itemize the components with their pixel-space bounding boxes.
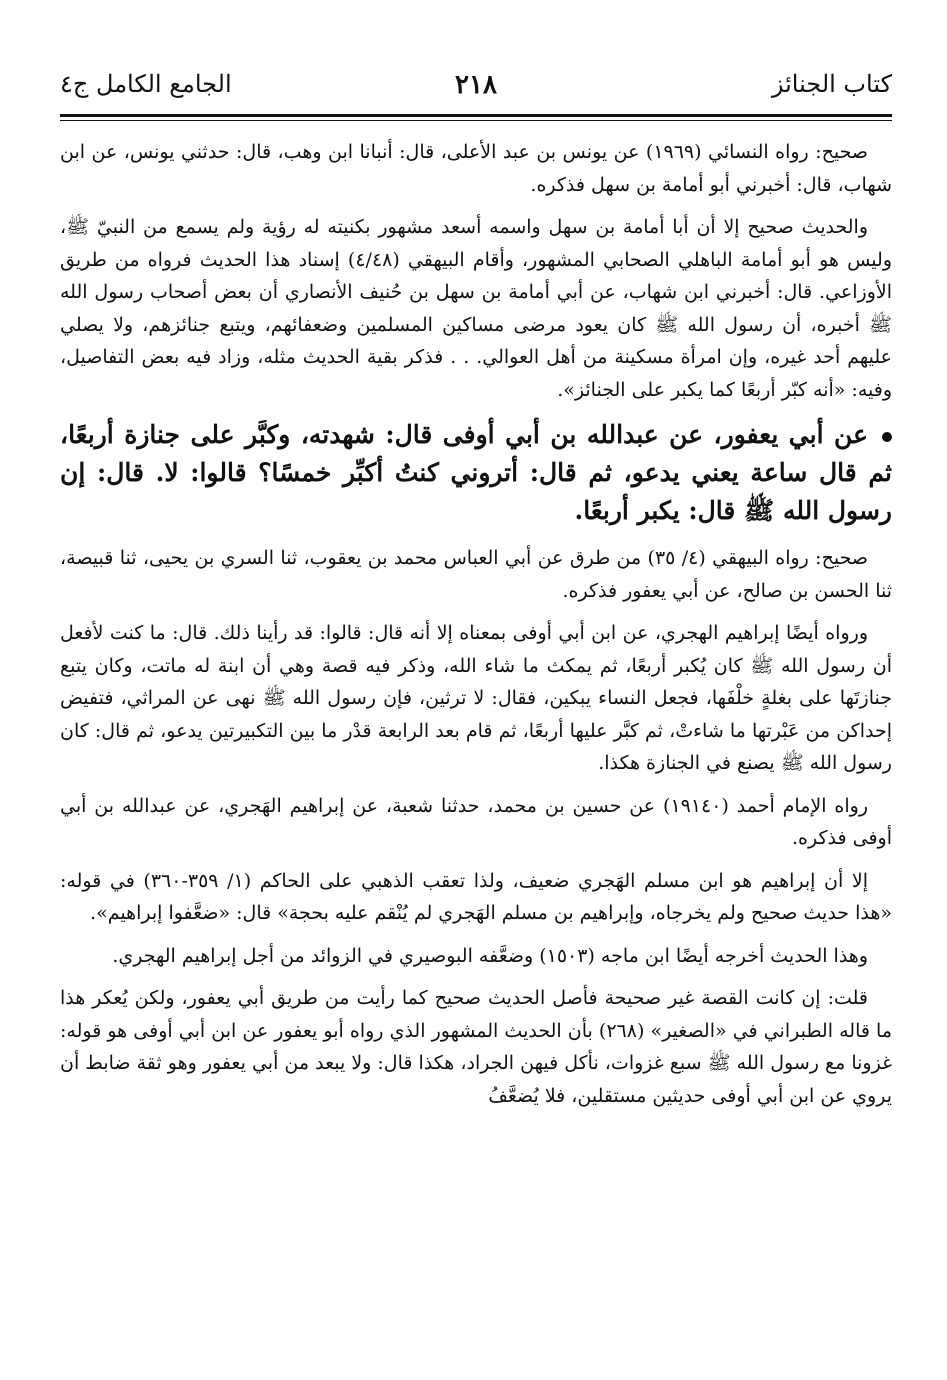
header-rule-thick — [60, 114, 892, 117]
page-body — [60, 136, 892, 1122]
book-title: الجامع الكامل ج٤ — [60, 70, 232, 98]
paragraph-4: ورواه أيضًا إبراهيم الهجري، عن ابن أبي أوفى بمعناه إلا أنه قال: قالوا: قد رأينا ذلك. قال: ما كنت لأفعل أن رسول الله ﷺ كان يُكبر أربعًا، ثم يمكث ما شاء الله، وذكر فيه قصة وهي أن ابنة له ماتت، وكان يتبع جنازتَها على بغلةٍ خلْفَها، فجعل النساء يبكين، فقال: لا ترثين، فإن رسول الله ﷺ نهى عن المراثي، فتفيض إحداكن من عَبْرتها ما شاءتْ، ثم كبَّر عليها أربعًا، ثم قام بعد الرابعة قدْر ما بين التكبيرتين يدعو، ثم قال: كان رسول الله ﷺ يصنع في الجنازة هكذا. — [60, 622, 893, 774]
book-page — [60, 0, 892, 1380]
paragraph-7: وهذا الحديث أخرجه أيضًا ابن ماجه (١٥٠٣) وضعَّفه البوصيري في الزوائد من أجل إبراهيم الهجري. — [112, 944, 868, 967]
hadith-text: عن أبي يعفور، عن عبدالله بن أبي أوفى قال: شهدته، وكبَّر على جنازة أربعًا، ثم قال ساعة يعني يدعو، ثم قال: أتروني كنتُ أكبِّر خمسًا؟ قالوا: لا. قال: إن رسول الله ﷺ قال: يكبر أربعًا. — [60, 420, 892, 525]
paragraph-6: إلا أن إبراهيم هو ابن مسلم الهَجري ضعيف، ولذا تعقب الذهبي على الحاكم (١/ ٣٥٩-٣٦٠) في قوله: «هذا حديث صحيح ولم يخرجاه، وإبراهيم بن مسلم الهَجري لم يُنْقم عليه بحجة» قال: «ضعَّفوا إبراهيم». — [60, 869, 892, 924]
paragraph-1: صحيح: رواه النسائي (١٩٦٩) عن يونس بن عبد الأعلى، قال: أنبانا ابن وهب، قال: حدثني يونس، عن ابن شهاب، قال: أخبرني أبو أمامة بن سهل فذكره. — [60, 141, 892, 196]
paragraph-5: رواه الإمام أحمد (١٩١٤٠) عن حسين بن محمد، حدثنا شعبة، عن إبراهيم الهَجري، عن عبدالله بن أبي أوفى فذكره. — [60, 794, 892, 849]
bullet-icon — [882, 432, 892, 442]
paragraph-2: والحديث صحيح إلا أن أبا أمامة بن سهل واسمه أسعد مشهور بكنيته له رؤية ولم يسمع من النبيّ ﷺ، وليس هو أبو أمامة الباهلي الصحابي المشهور، وأقام البيهقي (٤/٤٨) إسناد هذا الحديث فرواه من طريق الأوزاعي. قال: أخبرني ابن شهاب، عن أبي أمامة بن سهل بن حُنيف الأنصاري أن بعض أصحاب رسول الله ﷺ أخبره، أن رسول الله ﷺ كان يعود مرضى مساكين المسلمين وضعفائهم، ويتبع جنائزهم، ولا يصلي عليهم أحد غيره، وإن امرأة مسكينة من أهل العوالي. . . فذكر بقية الحديث مثله، وزاد فيه بعض التفاصيل، وفيه: «أنه كبّر أربعًا كما يكبر على الجنائز». — [60, 216, 892, 401]
page-header — [60, 70, 892, 110]
page-number: ٢١٨ — [455, 70, 497, 100]
paragraph-3: صحيح: رواه البيهقي (٤/ ٣٥) من طرق عن أبي العباس محمد بن يعقوب، ثنا السري بن يحيى، ثنا قبيصة، ثنا الحسن بن صالح، عن أبي يعفور فذكره. — [60, 547, 892, 602]
paragraph-8: قلت: إن كانت القصة غير صحيحة فأصل الحديث صحيح كما رأيت من طريق أبي يعفور، ولكن يُعكر هذا ما قاله الطبراني في «الصغير» (٢٦٨) بأن الحديث المشهور الذي رواه أبو يعفور عن ابن أبي أوفى هو قوله: غزونا مع رسول الله ﷺ سبع غزوات، نأكل فيهن الجراد، هكذا قال: ولا يبعد من أبي يعفور وهو ثقة ضابط أن يروي عن ابن أبي أوفى حديثين مستقلين، فلا يُضعَّفُ — [60, 987, 892, 1107]
header-rule-thin — [60, 120, 892, 121]
hadith-text-block — [60, 416, 892, 530]
chapter-title: كتاب الجنائز — [771, 70, 892, 98]
